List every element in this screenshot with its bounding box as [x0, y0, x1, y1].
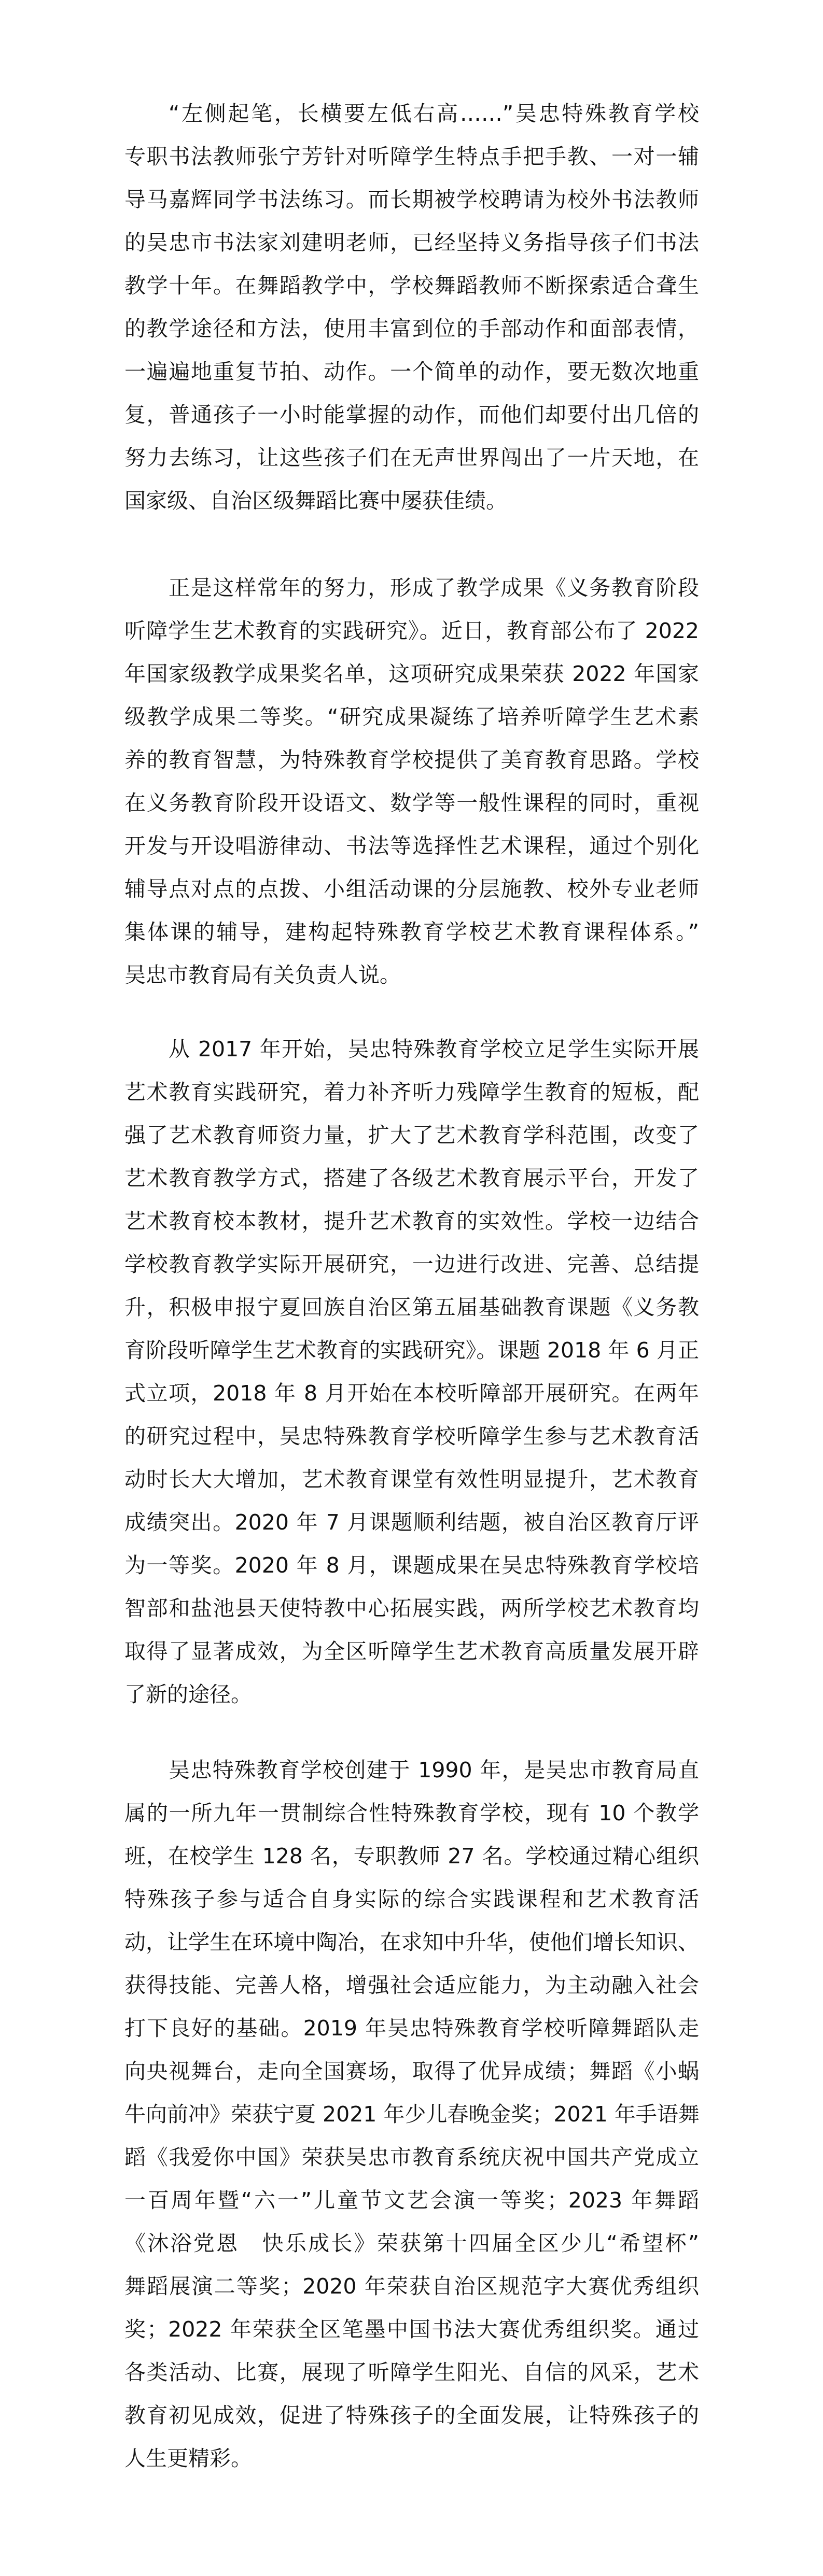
paragraph-line: 的研究过程中，吴忠特殊教育学校听障学生参与艺术教育活	[124, 1424, 699, 1449]
paragraph-line: 养的教育智慧，为特殊教育学校提供了美育教育思路。学校	[124, 747, 699, 772]
paragraph-line: 特殊孩子参与适合自身实际的综合实践课程和艺术教育活	[124, 1887, 699, 1912]
paragraph-line: 教育初见成效，促进了特殊孩子的全面发展，让特殊孩子的	[124, 2403, 699, 2428]
paragraph-line: 吴忠市教育局有关负责人说。	[124, 963, 401, 987]
paragraph-line: 开发与开设唱游律动、书法等选择性艺术课程，通过个别化	[124, 833, 699, 858]
paragraph-line: 的吴忠市书法家刘建明老师，已经坚持义务指导孩子们书法	[124, 230, 699, 255]
paragraph-line: 牛向前冲》荣获宁夏 2021 年少儿春晚金奖；2021 年手语舞	[124, 2102, 700, 2127]
paragraph-line: 集体课的辅导，建构起特殊教育学校艺术教育课程体系。”	[124, 919, 699, 944]
paragraph-line: 复，普通孩子一小时能掌握的动作，而他们却要付出几倍的	[124, 402, 699, 427]
paragraph-line: 级教学成果二等奖。“研究成果凝练了培养听障学生艺术素	[124, 704, 699, 729]
paragraph-line: 教学十年。在舞蹈教学中，学校舞蹈教师不断探索适合聋生	[124, 273, 699, 298]
paragraph-line: 辅导点对点的点拨、小组活动课的分层施教、校外专业老师	[124, 876, 699, 901]
paragraph-line: 班，在校学生 128 名，专职教师 27 名。学校通过精心组织	[124, 1844, 699, 1869]
article-paragraph	[124, 1028, 699, 1716]
paragraph-line: 艺术教育校本教材，提升艺术教育的实效性。学校一边结合	[124, 1209, 699, 1234]
paragraph-line: 在义务教育阶段开设语文、数学等一般性课程的同时，重视	[124, 790, 699, 815]
paragraph-line: 成绩突出。2020 年 7 月课题顺利结题，被自治区教育厅评	[124, 1510, 699, 1535]
paragraph-line: 蹈《我爱你中国》荣获吴忠市教育系统庆祝中国共产党成立	[124, 2145, 699, 2170]
paragraph-line: 正是这样常年的努力，形成了教学成果《义务教育阶段	[169, 575, 699, 600]
paragraph-line: 打下良好的基础。2019 年吴忠特殊教育学校听障舞蹈队走	[124, 2016, 699, 2041]
paragraph-line: 《沐浴党恩 快乐成长》荣获第十四届全区少儿“希望杯”	[124, 2231, 699, 2256]
paragraph-line: 从 2017 年开始，吴忠特殊教育学校立足学生实际开展	[169, 1037, 699, 1061]
article-paragraph	[124, 567, 699, 997]
paragraph-line: 升，积极申报宁夏回族自治区第五届基础教育课题《义务教	[124, 1295, 699, 1320]
paragraph-line: 奖；2022 年荣获全区笔墨中国书法大赛优秀组织奖。通过	[124, 2317, 699, 2342]
paragraph-line: 舞蹈展演二等奖；2020 年荣获自治区规范字大赛优秀组织	[124, 2274, 699, 2299]
article-paragraph	[124, 92, 699, 522]
article-paragraph	[124, 1749, 699, 2480]
paragraph-line: 吴忠特殊教育学校创建于 1990 年，是吴忠市教育局直	[169, 1758, 699, 1782]
paragraph-line: 智部和盐池县天使特教中心拓展实践，两所学校艺术教育均	[124, 1596, 699, 1621]
paragraph-line: 的教学途径和方法，使用丰富到位的手部动作和面部表情，	[124, 316, 699, 341]
paragraph-line: 取得了显著成效，为全区听障学生艺术教育高质量发展开辟	[124, 1639, 699, 1664]
paragraph-line: 育阶段听障学生艺术教育的实践研究》。课题 2018 年 6 月正	[124, 1338, 699, 1363]
paragraph-line: 艺术教育教学方式，搭建了各级艺术教育展示平台，开发了	[124, 1166, 699, 1191]
paragraph-line: 一百周年暨“六一”儿童节文艺会演一等奖；2023 年舞蹈	[124, 2188, 699, 2213]
paragraph-line: 人生更精彩。	[124, 2446, 252, 2471]
paragraph-line: 专职书法教师张宁芳针对听障学生特点手把手教、一对一辅	[124, 144, 699, 169]
paragraph-line: 获得技能、完善人格，增强社会适应能力，为主动融入社会	[124, 1973, 699, 1998]
paragraph-line: 式立项，2018 年 8 月开始在本校听障部开展研究。在两年	[124, 1381, 699, 1406]
paragraph-line: “左侧起笔，长横要左低右高……”吴忠特殊教育学校	[169, 101, 699, 126]
paragraph-line: 动时长大大增加，艺术教育课堂有效性明显提升，艺术教育	[124, 1467, 699, 1492]
paragraph-line: 学校教育教学实际开展研究，一边进行改进、完善、总结提	[124, 1252, 699, 1277]
paragraph-line: 努力去练习，让这些孩子们在无声世界闯出了一片天地，在	[124, 445, 699, 470]
paragraph-line: 动，让学生在环境中陶冶，在求知中升华，使他们增长知识、	[124, 1930, 699, 1955]
paragraph-line: 各类活动、比赛，展现了听障学生阳光、自信的风采，艺术	[124, 2360, 699, 2385]
paragraph-line: 年国家级教学成果奖名单，这项研究成果荣获 2022 年国家	[124, 661, 699, 686]
paragraph-line: 听障学生艺术教育的实践研究》。近日，教育部公布了 2022	[124, 618, 699, 643]
paragraph-line: 为一等奖。2020 年 8 月，课题成果在吴忠特殊教育学校培	[124, 1553, 699, 1578]
paragraph-line: 属的一所九年一贯制综合性特殊教育学校，现有 10 个教学	[124, 1801, 699, 1825]
paragraph-line: 强了艺术教育师资力量，扩大了艺术教育学科范围，改变了	[124, 1123, 699, 1148]
paragraph-line: 向央视舞台，走向全国赛场，取得了优异成绩；舞蹈《小蜗	[124, 2059, 699, 2084]
paragraph-line: 一遍遍地重复节拍、动作。一个简单的动作，要无数次地重	[124, 359, 699, 384]
paragraph-line: 国家级、自治区级舞蹈比赛中屡获佳绩。	[124, 488, 507, 513]
paragraph-line: 了新的途径。	[124, 1682, 252, 1707]
paragraph-line: 导马嘉辉同学书法练习。而长期被学校聘请为校外书法教师	[124, 187, 699, 212]
paragraph-line: 艺术教育实践研究，着力补齐听力残障学生教育的短板，配	[124, 1080, 699, 1105]
